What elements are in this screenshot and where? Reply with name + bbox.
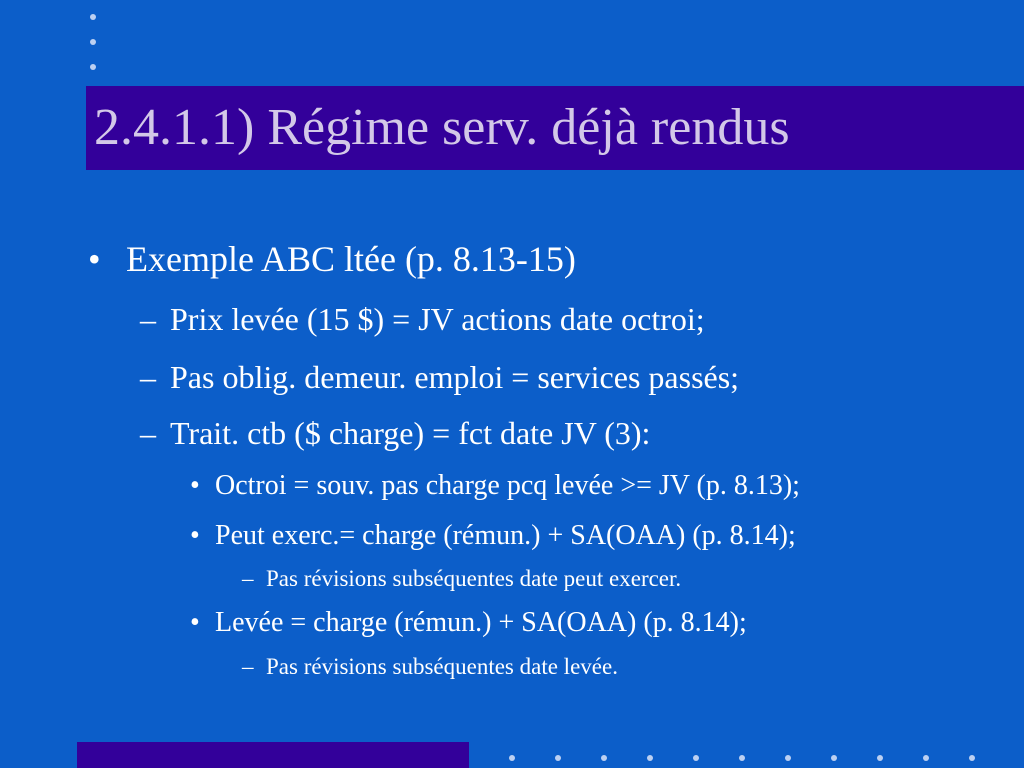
decorative-dot xyxy=(555,755,561,761)
bullet-marker: • xyxy=(190,607,200,638)
bullet-marker: • xyxy=(88,239,101,279)
bottom-accent-bar xyxy=(77,742,469,768)
bullet-text: Pas révisions subséquentes date peut exercer. xyxy=(266,566,682,591)
bullet-text: Peut exerc.= charge (rémun.) + SA(OAA) (p. 8.14); xyxy=(215,520,796,551)
dash-marker: – xyxy=(140,415,156,451)
dash-marker: – xyxy=(242,566,254,591)
bullet-text: Prix levée (15 $) = JV actions date octroi; xyxy=(170,301,705,337)
bullet-text: Octroi = souv. pas charge pcq levée >= JV (p. 8.13); xyxy=(215,470,800,501)
decorative-dot xyxy=(601,755,607,761)
decorative-dot xyxy=(785,755,791,761)
dash-marker: – xyxy=(242,654,254,679)
decorative-dot xyxy=(647,755,653,761)
slide-title: 2.4.1.1) Régime serv. déjà rendus xyxy=(94,99,790,156)
dash-marker: – xyxy=(140,301,156,337)
bullet-text: Trait. ctb ($ charge) = fct date JV (3): xyxy=(170,415,651,451)
decorative-dot xyxy=(969,755,975,761)
decorative-dot xyxy=(923,755,929,761)
bullet-text: Pas oblig. demeur. emploi = services passés; xyxy=(170,359,740,395)
decorative-dot xyxy=(877,755,883,761)
decorative-dot xyxy=(509,755,515,761)
bullet-text: Exemple ABC ltée (p. 8.13-15) xyxy=(126,239,576,279)
bullet-text: Pas révisions subséquentes date levée. xyxy=(266,654,618,679)
decorative-dot xyxy=(831,755,837,761)
decorative-dot xyxy=(693,755,699,761)
decorative-dot xyxy=(739,755,745,761)
dash-marker: – xyxy=(140,359,156,395)
bullet-marker: • xyxy=(190,470,200,501)
bullet-marker: • xyxy=(190,520,200,551)
bullet-text: Levée = charge (rémun.) + SA(OAA) (p. 8.14); xyxy=(215,607,747,638)
